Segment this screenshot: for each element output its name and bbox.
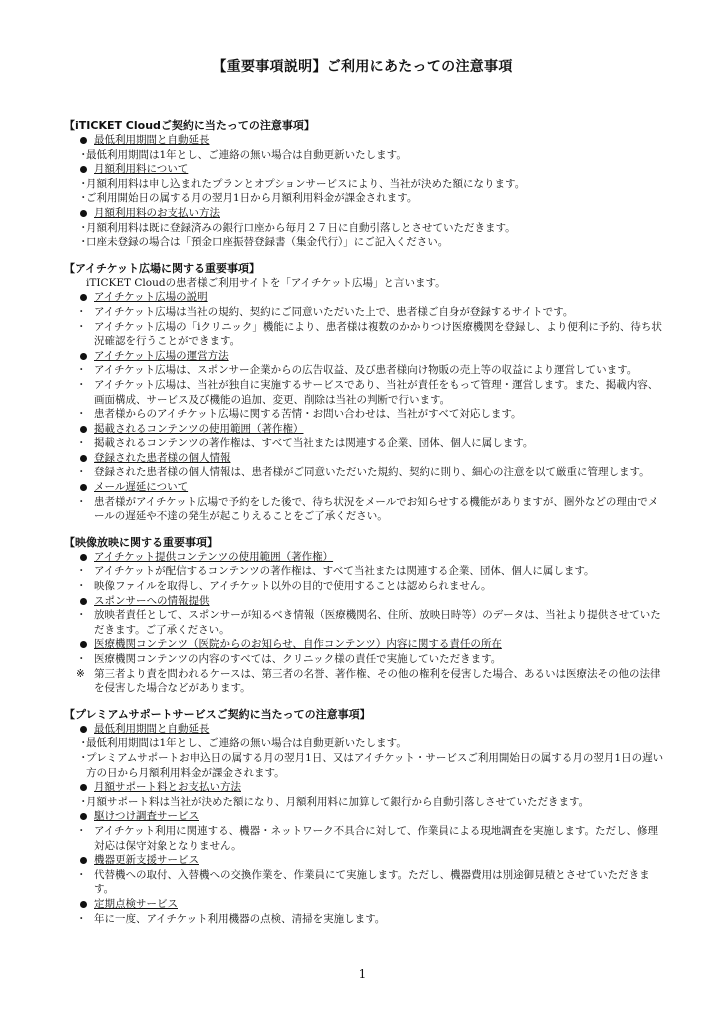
list-item: ・ 月額サポート料は当社が決めた額になり、月額利用料に加算して銀行から自動引落しさせていただきます。 bbox=[64, 795, 664, 810]
subheading-text: 機器更新支援サービス bbox=[94, 854, 199, 867]
subheading-text: 月額利用料のお支払い方法 bbox=[94, 206, 220, 219]
subheading bbox=[64, 422, 664, 437]
subheading bbox=[64, 550, 664, 565]
list-item: ・ 最低利用期間は1年とし、ご連絡の無い場合は自動更新いたします。 bbox=[64, 736, 664, 751]
list-item: ・ アイチケット広場は、スポンサー企業からの広告収益、及び患者様向け物販の売上等の収益により運営しています。 bbox=[64, 363, 664, 378]
subheading bbox=[64, 853, 664, 868]
subheading-text: アイチケット広場の運営方法 bbox=[94, 349, 229, 362]
list-item: ・ アイチケット利用に関連する、機器・ネットワーク不具合に対して、作業員による現地調査を実施します。ただし、修理対応は保守対象となりません。 bbox=[64, 824, 664, 853]
section bbox=[64, 707, 664, 926]
page-title: 【重要事項説明】ご利用にあたっての注意事項 bbox=[212, 59, 513, 75]
subheading-text: メール遅延について bbox=[94, 481, 189, 494]
list-item: ・ ご利用開始日の属する月の翌月1日から月額利用料金が課金されます。 bbox=[64, 191, 664, 206]
subheading bbox=[64, 637, 664, 652]
list-item: ・ アイチケット広場の「iクリニック」機能により、患者様は複数のかかりつけ医療機関を登録し、より便利に予約、待ち状況確認を行うことができます。 bbox=[64, 320, 664, 349]
section-spacer bbox=[64, 524, 664, 535]
subheading-text: スポンサーへの情報提供 bbox=[94, 594, 210, 607]
list-item: ・ アイチケット広場は当社の規約、契約にご同意いただいた上で、患者様ご自身が登録するサイトです。 bbox=[64, 305, 664, 320]
subheading bbox=[64, 290, 664, 305]
list-item: ・ 患者様からのアイチケット広場に関する苦情・お問い合わせは、当社がすべて対応します。 bbox=[64, 407, 664, 422]
subheading bbox=[64, 162, 664, 177]
list-item: ・ 月額利用料は既に登録済みの銀行口座から毎月２７日に自動引落しとさせていただきます。 bbox=[64, 221, 664, 236]
section bbox=[64, 261, 664, 524]
subheading bbox=[64, 480, 664, 495]
section bbox=[64, 118, 664, 250]
subheading-text: 最低利用期間と自動延長 bbox=[94, 134, 210, 146]
section-spacer bbox=[64, 696, 664, 707]
subheading bbox=[64, 809, 664, 824]
subheading-text: アイチケット提供コンテンツの使用範囲（著作権） bbox=[94, 550, 334, 563]
list-item: ・ 患者様がアイチケット広場で予約をした後で、待ち状況をメールでお知らせする機能がありますが、圏外などの理由でメールの遅延や不達の発生が起こりえることをご了承ください。 bbox=[64, 495, 664, 524]
subheading bbox=[64, 594, 664, 609]
subheading bbox=[64, 349, 664, 364]
note-text: 第三者より責を問われるケースは、第三者の名誉、著作権、その他の権利を侵害した場合、あるいは医療法その他の法律を侵害した場合などがあります。 bbox=[94, 667, 661, 695]
section-heading: 【アイチケット広場に関する重要事項】 bbox=[64, 261, 261, 275]
subheading-text: 月額サポート料とお支払い方法 bbox=[94, 781, 241, 794]
section-heading: 【映像放映に関する重要事項】 bbox=[64, 535, 218, 549]
page-number: 1 bbox=[358, 967, 367, 981]
subheading bbox=[64, 780, 664, 795]
list-item: ・ 登録された患者様の個人情報は、患者様がご同意いただいた規約、契約に則り、細心の注意を以て厳重に管理します。 bbox=[64, 465, 664, 480]
subheading-text: 駆けつけ調査サービス bbox=[94, 810, 199, 823]
document-body bbox=[64, 118, 664, 926]
subheading bbox=[64, 897, 664, 912]
list-item: ・ 最低利用期間は1年とし、ご連絡の無い場合は自動更新いたします。 bbox=[64, 148, 664, 163]
subheading-text: アイチケット広場の説明 bbox=[94, 291, 208, 304]
subheading-text: 最低利用期間と自動延長 bbox=[94, 722, 210, 735]
subheading-text: 月額利用料について bbox=[94, 163, 189, 176]
list-item: ・ 医療機関コンテンツの内容のすべては、クリニック様の責任で実施していただきます。 bbox=[64, 652, 664, 667]
subheading bbox=[64, 133, 664, 148]
section-heading: 【iTICKET Cloudご契約に当たっての注意事項】 bbox=[64, 119, 315, 132]
subheading-text: 医療機関コンテンツ（医院からのお知らせ、自作コンテンツ）内容に関する責任の所在 bbox=[94, 638, 502, 651]
subheading-text: 登録された患者様の個人情報 bbox=[94, 451, 231, 464]
subheading-text: 掲載されるコンテンツの使用範囲（著作権） bbox=[94, 422, 304, 435]
note-item bbox=[64, 667, 664, 696]
list-item: ・ 月額利用料は申し込まれたプランとオプションサービスにより、当社が決めた額になります。 bbox=[64, 177, 664, 192]
note-mark: ※ bbox=[76, 667, 85, 680]
list-item: ・ 放映者責任として、スポンサーが知るべき情報（医療機関名、住所、放映日時等）のデータは、当社より提供させていただきます。ご了承ください。 bbox=[64, 608, 664, 637]
subheading bbox=[64, 451, 664, 466]
section-heading: 【プレミアムサポートサービスご契約に当たっての注意事項】 bbox=[64, 707, 371, 721]
list-item: ・ アイチケット広場は、当社が独自に実施するサービスであり、当社が責任をもって管理・運営します。また、掲載内容、画面構成、サービス及び機能の追加、変更、削除は当社の判断で行います。 bbox=[64, 378, 664, 407]
subheading bbox=[64, 206, 664, 221]
subheading bbox=[64, 722, 664, 737]
intro-text: iTICKET Cloudの患者様ご利用サイトを「アイチケット広場」と言います。 bbox=[86, 276, 446, 289]
list-item: ・ プレミアムサポートお申込日の属する月の翌月1日、又はアイチケット・サービスご利用開始日の属する月の翌月1日の遅い方の日から月額利用料金が課金されます。 bbox=[64, 751, 664, 780]
list-item: ・ 代替機への取付、入替機への交換作業を、作業員にて実施します。ただし、機器費用は別途御見積とさせていただきます。 bbox=[64, 868, 664, 897]
list-item: ・ 映像ファイルを取得し、アイチケット以外の目的で使用することは認められません。 bbox=[64, 579, 664, 594]
list-item: ・ アイチケットが配信するコンテンツの著作権は、すべて当社または関連する企業、団体、個人に属します。 bbox=[64, 564, 664, 579]
list-item: ・ 年に一度、アイチケット利用機器の点検、清掃を実施します。 bbox=[64, 912, 664, 927]
subheading-text: 定期点検サービス bbox=[94, 897, 178, 910]
section bbox=[64, 535, 664, 696]
list-item: ・ 口座未登録の場合は「預金口座振替登録書（集金代行）」にご記入ください。 bbox=[64, 235, 664, 250]
section-spacer bbox=[64, 250, 664, 261]
list-item: ・ 掲載されるコンテンツの著作権は、すべて当社または関連する企業、団体、個人に属します。 bbox=[64, 436, 664, 451]
